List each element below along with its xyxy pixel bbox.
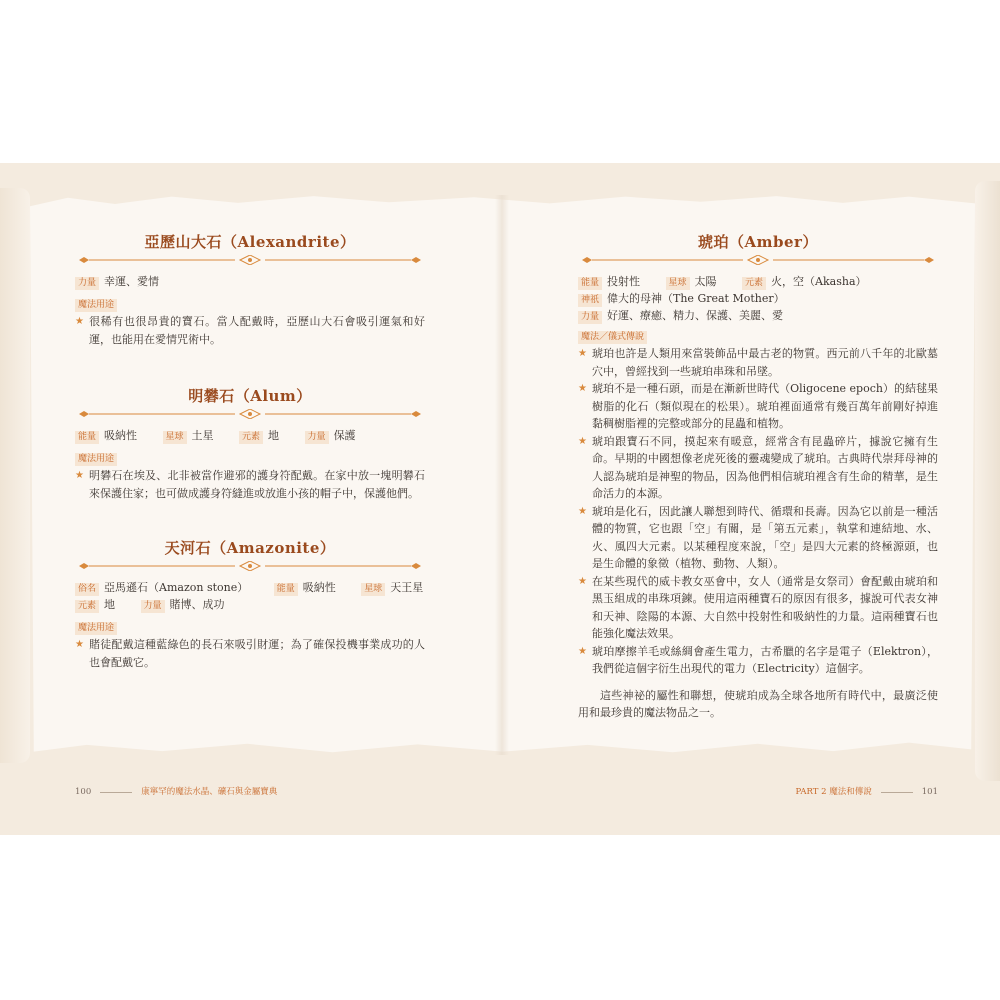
star-bullet-icon: ★ — [578, 645, 587, 657]
attr-label: 力量 — [75, 277, 99, 290]
bullet-item: ★ 在某些現代的威卡教女巫會中，女人（通常是女祭司）會配戴由琥珀和黑玉組成的串珠項鍊。使用這兩種寶石的原因有很多，據說可代表女神和天神、陰陽的本源、大自然中投射性和吸納性的力量。這兩種寶石也能強化魔法效果。 — [578, 574, 938, 640]
attribute-row — [578, 273, 938, 290]
ornament-divider-icon — [75, 255, 425, 265]
attr-value: 投射性 — [607, 275, 641, 288]
entry-amazonite — [75, 537, 425, 671]
bullet-item: ★ 明礬石在埃及、北非被當作避邪的護身符配戴。在家中放一塊明礬石來保護住家；也可做成護身符縫進或放進小孩的帽子中，保護他們。 — [75, 469, 425, 500]
attr-value: 太陽 — [694, 275, 717, 288]
star-bullet-icon: ★ — [75, 639, 84, 650]
attr-value: 偉大的母神（The Great Mother） — [607, 292, 785, 305]
star-bullet-icon: ★ — [578, 505, 587, 517]
ornament-divider-icon — [75, 409, 425, 419]
bullet-item: ★ 琥珀也許是人類用來當裝飾品中最古老的物質。西元前八千年的北歐墓穴中，曾經找到一些琥珀串珠和吊墜。 — [578, 347, 938, 378]
attribute-row — [75, 427, 425, 444]
book-spread — [0, 163, 1000, 835]
scroll-edge-right — [975, 181, 1000, 781]
attr-label: 元素 — [239, 431, 263, 444]
attr-label: 力量 — [578, 311, 602, 324]
attr-label: 能量 — [578, 277, 602, 290]
attr-value: 火，空（Akasha） — [771, 275, 867, 288]
attr-label: 星球 — [666, 277, 690, 290]
attr-value: 吸納性 — [302, 581, 336, 594]
attr-value: 土星 — [191, 429, 214, 442]
bullet-item: ★ 琥珀是化石，因此讓人聯想到時代、循環和長壽。因為它以前是一種活體的物質，它也跟「空」有關，是「第五元素」，執掌和連結地、水、火、風四大元素。以某種程度來說，「空」是四大元素的終極源頭，也是生命體的象徵（植物、動物、人類）。 — [578, 504, 938, 570]
attribute-row — [75, 579, 425, 596]
bullet-list — [578, 345, 938, 678]
section-label: 魔法／儀式傳說 — [578, 331, 647, 344]
ornament-divider-icon — [75, 561, 425, 571]
footer-rule — [100, 792, 132, 793]
star-bullet-icon: ★ — [578, 435, 587, 447]
attr-value: 天王星 — [390, 581, 424, 594]
attr-value: 賭博、成功 — [169, 598, 225, 611]
attr-label: 俗名 — [75, 583, 99, 596]
entry-alexandrite — [75, 231, 425, 348]
attr-value: 保護 — [333, 429, 356, 442]
bullet-item: ★ 琥珀不是一種石頭，而是在漸新世時代（Oligocene epoch）的結毬果樹脂的化石（類似現在的松果）。琥珀裡面通常有幾百萬年前剛好掉進黏稠樹脂裡的完整或部分的昆蟲和植物。 — [578, 382, 938, 430]
star-bullet-icon: ★ — [578, 348, 587, 359]
footer-left — [75, 786, 277, 798]
bullet-item: ★ 琥珀摩擦羊毛或絲綢會產生電力，古希臘的名字是電子（Elektron），我們從這個字衍生出現代的電力（Electricity）這個字。 — [578, 644, 938, 675]
star-bullet-icon: ★ — [75, 316, 84, 327]
star-bullet-icon: ★ — [578, 383, 587, 394]
section-label: 魔法用途 — [75, 622, 117, 635]
scroll-edge-left — [0, 188, 30, 763]
attr-label: 星球 — [163, 431, 187, 444]
right-page — [578, 163, 938, 835]
entry-title: 明礬石（Alum） — [188, 387, 312, 405]
attribute-row — [75, 596, 425, 613]
attr-label: 元素 — [742, 277, 766, 290]
attr-value: 亞馬遜石（Amazon stone） — [104, 581, 249, 594]
star-bullet-icon: ★ — [75, 470, 84, 481]
book-gutter — [495, 195, 509, 755]
left-page — [75, 163, 425, 835]
bullet-item: ★ 很稀有也很昂貴的寶石。當人配戴時，亞歷山大石會吸引運氣和好運，也能用在愛情咒術中。 — [75, 315, 425, 346]
attr-value: 幸運、愛情 — [104, 275, 160, 288]
page-number: 100 — [75, 787, 92, 797]
part-title: PART 2 魔法和傳說 — [795, 787, 872, 797]
closing-paragraph: 這些神祕的屬性和聯想，使琥珀成為全球各地所有時代中，最廣泛使用和最珍貴的魔法物品之一。 — [578, 688, 938, 719]
attribute-row — [578, 290, 938, 307]
entry-title: 亞歷山大石（Alexandrite） — [144, 233, 356, 251]
book-title: 康寧罕的魔法水晶、礦石與金屬寶典 — [141, 787, 278, 797]
attr-label: 力量 — [141, 600, 165, 613]
entry-amber — [578, 231, 938, 733]
attr-label: 元素 — [75, 600, 99, 613]
entry-alum — [75, 385, 425, 502]
attr-label: 能量 — [75, 431, 99, 444]
attribute-row — [75, 273, 425, 290]
attr-label: 星球 — [361, 583, 385, 596]
star-bullet-icon: ★ — [578, 575, 587, 587]
ornament-divider-icon — [578, 255, 938, 265]
section-label: 魔法用途 — [75, 299, 117, 312]
attr-label: 神祇 — [578, 294, 602, 307]
bullet-item: ★ 賭徒配戴這種藍綠色的長石來吸引財運；為了確保投機事業成功的人也會配戴它。 — [75, 638, 425, 669]
attr-value: 好運、療癒、精力、保護、美麗、愛 — [607, 309, 784, 322]
bullet-item: ★ 琥珀跟寶石不同，摸起來有暖意，經常含有昆蟲碎片，據說它擁有生命。早期的中國想像老虎死後的靈魂變成了琥珀。古典時代崇拜母神的人認為琥珀是神聖的物品，因為他們相信琥珀裡含有生命的精華，是生命活力的本源。 — [578, 434, 938, 500]
entry-title: 天河石（Amazonite） — [164, 539, 336, 557]
footer-right — [795, 786, 938, 798]
page-number: 101 — [921, 787, 938, 797]
attribute-row — [578, 307, 938, 324]
entry-title: 琥珀（Amber） — [698, 233, 818, 251]
attr-value: 地 — [104, 598, 116, 611]
attr-value: 吸納性 — [104, 429, 138, 442]
footer-rule — [881, 792, 913, 793]
attr-label: 能量 — [274, 583, 298, 596]
attr-value: 地 — [268, 429, 280, 442]
section-label: 魔法用途 — [75, 453, 117, 466]
attr-label: 力量 — [305, 431, 329, 444]
